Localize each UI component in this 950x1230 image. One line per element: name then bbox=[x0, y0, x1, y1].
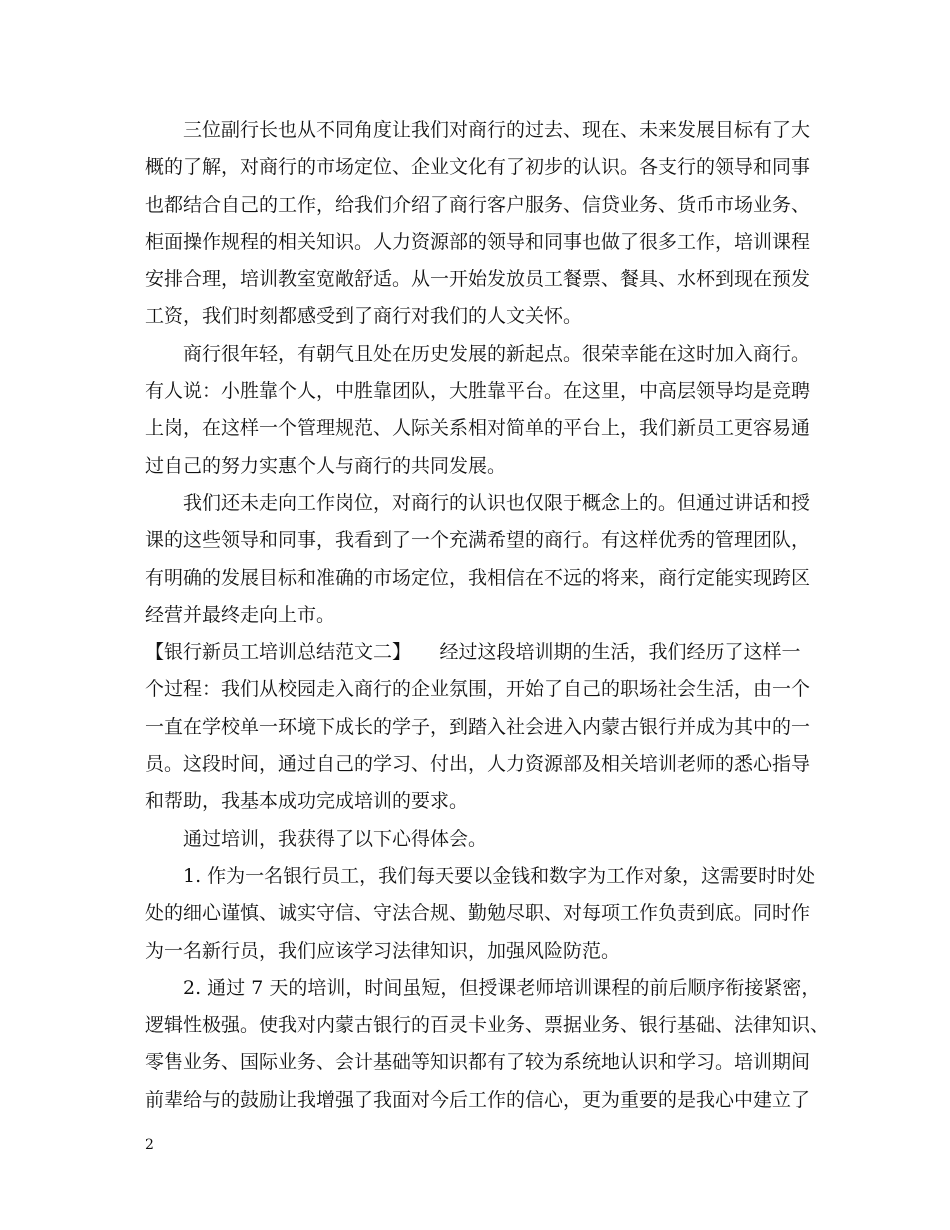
text-line: 我们还未走向工作岗位，对商行的认识也仅限于概念上的。但通过讲话和授 bbox=[183, 491, 811, 514]
text-line: 工资，我们时刻都感受到了商行对我们的人文关怀。 bbox=[145, 305, 583, 328]
text-line: 柜面操作规程的相关知识。人力资源部的领导和同事也做了很多工作，培训课程 bbox=[145, 230, 811, 253]
body-text bbox=[145, 112, 830, 1119]
text-line: 2. 通过 7 天的培训，时间虽短，但授课老师培训课程的前后顺序衔接紧密， bbox=[183, 976, 821, 999]
text-line: 上岗，在这样一个管理规范、人际关系相对简单的平台上，我们新员工更容易通 bbox=[145, 417, 811, 440]
text-line: 1. 作为一名银行员工，我们每天要以金钱和数字为工作对象，这需要时时处 bbox=[183, 864, 816, 887]
text-line: 三位副行长也从不同角度让我们对商行的过去、现在、未来发展目标有了大 bbox=[183, 119, 811, 141]
text-line: 一直在学校单一环境下成长的学子，到踏入社会进入内蒙古银行并成为其中的一 bbox=[145, 715, 811, 738]
text-line: 有人说：小胜靠个人，中胜靠团队，大胜靠平台。在这里，中高层领导均是竞聘 bbox=[145, 380, 811, 403]
text-line: 经营并最终走向上市。 bbox=[145, 603, 336, 626]
text-line: 也都结合自己的工作，给我们介绍了商行客户服务、信贷业务、货币市场业务、 bbox=[145, 193, 811, 216]
text-line: 逻辑性极强。使我对内蒙古银行的百灵卡业务、票据业务、银行基础、法律知识、 bbox=[145, 1014, 830, 1037]
text-line: 个过程：我们从校园走入商行的企业氛围，开始了自己的职场社会生活，由一个 bbox=[145, 678, 811, 701]
text-line: 概的了解，对商行的市场定位、企业文化有了初步的认识。各支行的领导和同事 bbox=[145, 156, 811, 179]
text-line: 商行很年轻，有朝气且处在历史发展的新起点。很荣幸能在这时加入商行。 bbox=[183, 342, 811, 365]
text-line: 和帮助，我基本成功完成培训的要求。 bbox=[145, 790, 469, 813]
text-line: 通过培训，我获得了以下心得体会。 bbox=[183, 827, 488, 850]
section-heading-line: 【银行新员工培训总结范文二】 经过这段培训期的生活，我们经历了这样一 bbox=[145, 641, 801, 664]
text-line: 员。这段时间，通过自己的学习、付出，人力资源部及相关培训老师的悉心指导 bbox=[145, 753, 811, 776]
text-line: 为一名新行员，我们应该学习法律知识，加强风险防范。 bbox=[145, 939, 621, 962]
text-line: 课的这些领导和同事，我看到了一个充满希望的商行。有这样优秀的管理团队， bbox=[145, 529, 811, 552]
text-line: 有明确的发展目标和准确的市场定位，我相信在不远的将来，商行定能实现跨区 bbox=[145, 566, 811, 589]
text-line: 零售业务、国际业务、会计基础等知识都有了较为系统地认识和学习。培训期间 bbox=[145, 1051, 811, 1074]
text-line: 前辈给与的鼓励让我增强了我面对今后工作的信心，更为重要的是我心中建立了 bbox=[145, 1088, 811, 1111]
text-line: 安排合理，培训教室宽敞舒适。从一开始发放员工餐票、餐具、水杯到现在预发 bbox=[145, 268, 811, 291]
text-line: 处的细心谨慎、诚实守信、守法合规、勤勉尽职、对每项工作负责到底。同时作 bbox=[145, 902, 811, 925]
page-number: 2 bbox=[145, 1137, 154, 1153]
text-line: 过自己的努力实惠个人与商行的共同发展。 bbox=[145, 454, 507, 477]
